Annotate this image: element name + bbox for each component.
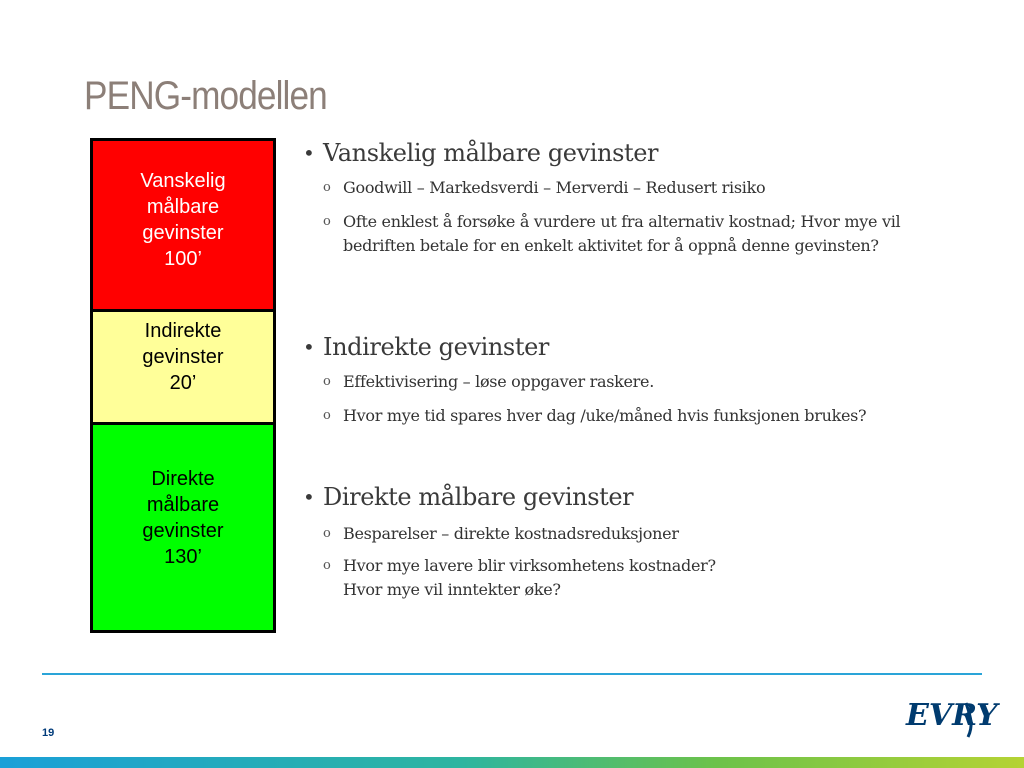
box-label: Direkte målbare gevinster 130’	[142, 467, 224, 568]
circle-bullet-icon: o	[323, 526, 331, 541]
list-item: o Ofte enklest å forsøke å vurdere ut fra alternativ kostnad; Hvor mye vil bedriften betale for en enkelt aktivitet for å oppnå denne gevinsten?	[323, 210, 983, 258]
box-label: Indirekte gevinster 20’	[142, 320, 224, 394]
circle-bullet-icon: o	[323, 408, 331, 423]
list-item: o Hvor mye lavere blir virksomhetens kostnader? Hvor mye vil inntekter øke?	[323, 554, 983, 602]
list-item: o Goodwill – Markedsverdi – Merverdi – Redusert risiko	[323, 176, 983, 200]
box-hard-to-measure	[90, 138, 276, 312]
box-direct	[90, 422, 276, 633]
evry-logo	[904, 695, 998, 746]
svg-text:EVRY: EVRY	[906, 698, 998, 733]
bullet-icon: •	[303, 485, 315, 509]
section-heading: Vanskelig målbare gevinster	[323, 139, 659, 167]
footer-divider	[42, 673, 982, 675]
circle-bullet-icon: o	[323, 180, 331, 195]
section-indirect	[303, 332, 983, 428]
circle-bullet-icon: o	[323, 558, 331, 573]
page-number: 19	[42, 727, 55, 739]
section-hard-to-measure	[303, 138, 983, 258]
box-indirect	[90, 309, 276, 425]
circle-bullet-icon: o	[323, 214, 331, 229]
list-item: o Hvor mye tid spares hver dag /uke/måned hvis funksjonen brukes?	[323, 404, 983, 428]
list-item: o Effektivisering – løse oppgaver raskere.	[323, 370, 983, 394]
box-label: Vanskelig målbare gevinster 100’	[140, 170, 226, 270]
bullet-icon: •	[303, 141, 315, 165]
bullet-icon: •	[303, 335, 315, 359]
footer-color-bar	[0, 757, 1024, 768]
section-direct	[303, 482, 983, 602]
circle-bullet-icon: o	[323, 374, 331, 389]
section-heading: Indirekte gevinster	[323, 333, 549, 361]
list-item: o Besparelser – direkte kostnadsreduksjoner	[323, 522, 983, 546]
section-heading: Direkte målbare gevinster	[323, 483, 634, 511]
page-title: PENG-modellen	[84, 74, 327, 118]
